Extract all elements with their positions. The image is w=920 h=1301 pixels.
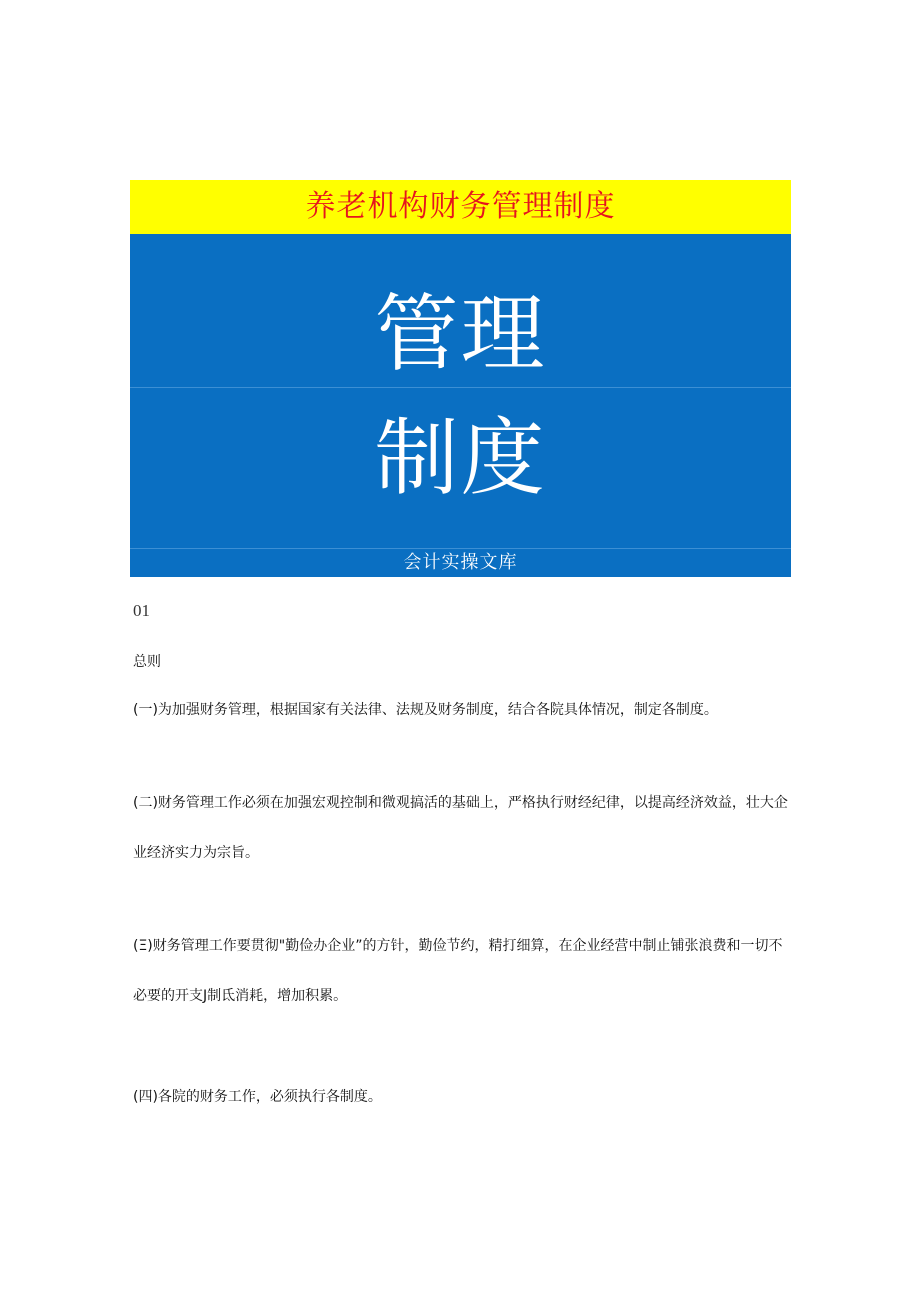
cover-big-word-management: 管理	[374, 285, 547, 383]
cover-divider	[130, 387, 791, 388]
cover-banner	[130, 180, 791, 577]
cover-big-word-system: 制度	[374, 409, 547, 507]
paragraph-1: (一)为加强财务管理，根据国家有关法律、法规及财务制度，结合各院具体情况，制定各制度。	[133, 702, 718, 718]
cover-title-bar	[130, 180, 791, 234]
section-title: 总则	[133, 654, 161, 670]
paragraph-2: (二)财务管理工作必须在加强宏观控制和微观搞活的基础上，严格执行财经纪律，以提高经济效益，壮大企业经济实力为宗旨。	[133, 795, 788, 861]
section-number: 01	[133, 601, 150, 620]
cover-panel	[130, 234, 791, 577]
paragraph-4: (四)各院的财务工作，必须执行各制度。	[133, 1089, 382, 1105]
cover-title: 养老机构财务管理制度	[305, 189, 616, 224]
paragraph-3: (Ξ)财务管理工作要贯彻"勤俭办企业”的方针，勤俭节约，精打细算，在企业经营中制止铺张浪费和一切不必要的开支J制氐消耗，增加积累。	[133, 938, 783, 1004]
cover-footer-label: 会计实操文库	[403, 552, 518, 573]
